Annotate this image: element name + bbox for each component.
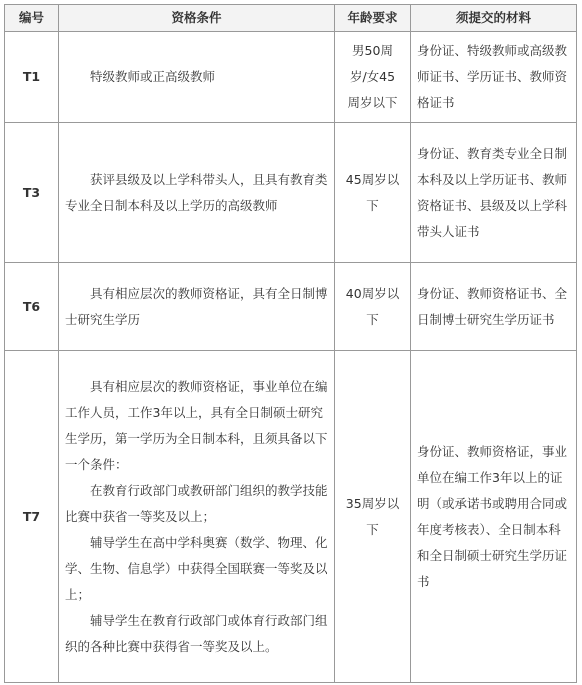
row-age: 40周岁以下 [335,263,411,351]
row-age: 45周岁以下 [335,123,411,263]
condition-text: 特级教师或正高级教师 [90,69,216,84]
header-conditions: 资格条件 [59,5,335,32]
qualification-table [4,4,577,683]
qualification-table-container [4,4,577,683]
condition-option: 辅导学生在高中学科奥赛（数学、物理、化学、生物、信息学）中获得全国联赛一等奖及以上； [65,534,328,602]
row-conditions [59,123,335,263]
row-code: T1 [5,32,59,123]
header-documents: 须提交的材料 [411,5,577,32]
row-documents: 身份证、特级教师或高级教师证书、学历证书、教师资格证书 [411,32,577,123]
header-age: 年龄要求 [335,5,411,32]
row-age: 35周岁以下 [335,351,411,683]
condition-text: 具有相应层次的教师资格证，具有全日制博士研究生学历 [65,285,328,327]
table-row [5,32,577,123]
row-documents: 身份证、教育类专业全日制本科及以上学历证书、教师资格证书、县级及以上学科带头人证书 [411,123,577,263]
condition-text: 获评县级及以上学科带头人，且具有教育类专业全日制本科及以上学历的高级教师 [65,171,328,213]
row-documents: 身份证、教师资格证，事业单位在编工作3年以上的证明（或承诺书或聘用合同或年度考核表）、全日制本科和全日制硕士研究生学历证书 [411,351,577,683]
condition-option: 在教育行政部门或教研部门组织的教学技能比赛中获省一等奖及以上； [65,482,328,524]
table-row [5,351,577,683]
table-row [5,263,577,351]
row-conditions [59,263,335,351]
row-code: T6 [5,263,59,351]
condition-text: 具有相应层次的教师资格证，事业单位在编工作人员，工作3年以上，具有全日制硕士研究生学历，第一学历为全日制本科，且须具备以下一个条件： [65,378,328,472]
table-row [5,123,577,263]
row-code: T7 [5,351,59,683]
row-documents: 身份证、教师资格证书、全日制博士研究生学历证书 [411,263,577,351]
row-conditions [59,351,335,683]
row-conditions [59,32,335,123]
header-code: 编号 [5,5,59,32]
row-age: 男50周岁/女45周岁以下 [335,32,411,123]
row-code: T3 [5,123,59,263]
condition-option: 辅导学生在教育行政部门或体育行政部门组织的各种比赛中获得省一等奖及以上。 [65,612,328,654]
table-header-row [5,5,577,32]
